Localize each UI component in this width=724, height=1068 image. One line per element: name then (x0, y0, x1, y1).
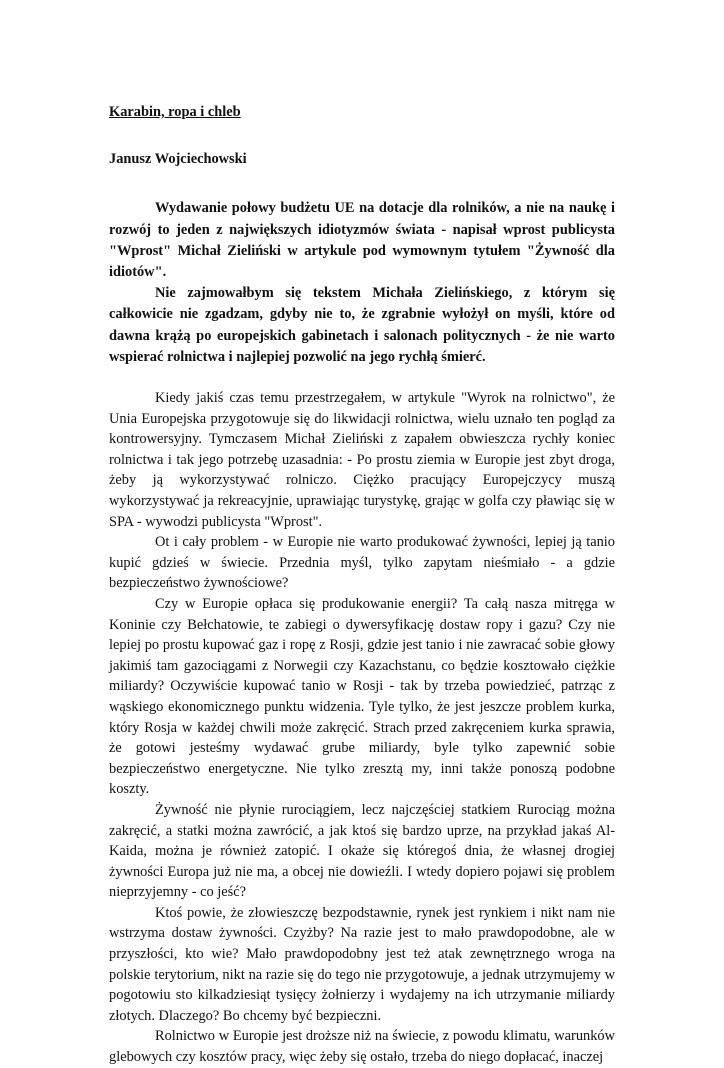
article-author: Janusz Wojciechowski (109, 151, 247, 168)
body-paragraph: Ktoś powie, że złowieszczę bezpodstawnie, rynek jest rynkiem i nikt nam nie wstrzyma dostaw żywności. Czyżby? Na razie jest to mało prawdopodobne, ale w przyszłości, kto wie? Mało prawdopodobny jest też atak zewnętrznego wroga na polskie terytorium, nikt na razie się do tego nie przygotowuje, a jednak utrzymujemy w pogotowiu sto kilkadziesiąt tysięcy żołnierzy i wydajemy na ich utrzymanie miliardy złotych. Dlaczego? Bo chcemy być bezpieczni. (109, 904, 615, 1024)
article (109, 102, 615, 1068)
lead-paragraph: Nie zajmowałbym się tekstem Michała Zielińskiego, z którym się całkowicie nie zgadzam, gdyby nie to, że zgrabnie wyłożył on myśli, które od dawna krążą po europejskich gabinetach i salonach politycznych - że nie warto wspierać rolnictwa i najlepiej pozwolić na jego rychłą śmierć. (109, 285, 615, 365)
body-paragraph: Żywność nie płynie rurociągiem, lecz najczęściej statkiem Rurociąg można zakręcić, a statki można zawrócić, a jak ktoś się bardzo uprze, na przykład jakaś Al-Kaida, można je również zatopić. I okaże się któregoś dnia, że własnej drogiej żywności Europa już nie ma, a obcej nie dowieźli. I wtedy dopiero pojawi się problem nieprzyjemny - co jeść? (109, 801, 615, 901)
body-paragraph: Rolnictwo w Europie jest droższe niż na świecie, z powodu klimatu, warunków glebowych czy kosztów pracy, więc żeby się ostało, trzeba do niego dopłacać, inaczej (109, 1028, 615, 1066)
lead-paragraph: Wydawanie połowy budżetu UE na dotacje dla rolników, a nie na naukę i rozwój to jeden z największych idiotyzmów świata - napisał wprost publicysta "Wprost" Michał Zieliński w artykule pod wymownym tytułem "Żywność dla idiotów". (109, 200, 615, 281)
body-paragraph: Kiedy jakiś czas temu przestrzegałem, w artykule "Wyrok na rolnictwo", że Unia Europejska przygotowuje się do likwidacji rolnictwa, wielu uznało ten pogląd za kontrowersyjny. Tymczasem Michał Zieliński z zapałem obwieszcza rychły koniec rolnictwa i tak jego potrzebę uzasadnia: - Po prostu ziemia w Europie jest zbyt droga, żeby ją wykorzystywać rolniczo. Ciężko pracujący Europejczycy muszą wykorzystywać ja rekreacyjnie, uprawiając turystykę, grając w golfa czy pławiąc się w SPA - wywodzi publicysta "Wprost". (109, 390, 615, 530)
body-paragraph: Ot i cały problem - w Europie nie warto produkować żywności, lepiej ją tanio kupić gdzieś w świecie. Przednia myśl, tylko zapytam nieśmiało - a gdzie bezpieczeństwo żywnościowe? (109, 534, 615, 592)
body-paragraph: Czy w Europie opłaca się produkowanie energii? Ta całą nasza mitręga w Koninie czy Bełchatowie, te zabiegi o dywersyfikację dostaw ropy i gazu? Czy nie lepiej po prostu kupować gaz i ropę z Rosji, gdzie jest tanio i nie zawracać sobie głowy jakimiś tam gazociągami z Norwegii czy Kazachstanu, co będzie kosztowało ciężkie miliardy? Oczywiście kupować tanio w Rosji - tak by trzeba powiedzieć, patrząc z wąskiego ekonomicznego punktu widzenia. Tyle tylko, że jest jeszcze problem kurka, który Rosja w każdej chwili może zakręcić. Strach przed zakręceniem kurka sprawia, że gotowi jesteśmy wydawać grube miliardy, byle tylko zapewnić sobie bezpieczeństwo energetyczne. Nie tylko zresztą my, inni także ponoszą podobne koszty. (109, 595, 615, 798)
article-title: Karabin, ropa i chleb (109, 104, 241, 120)
